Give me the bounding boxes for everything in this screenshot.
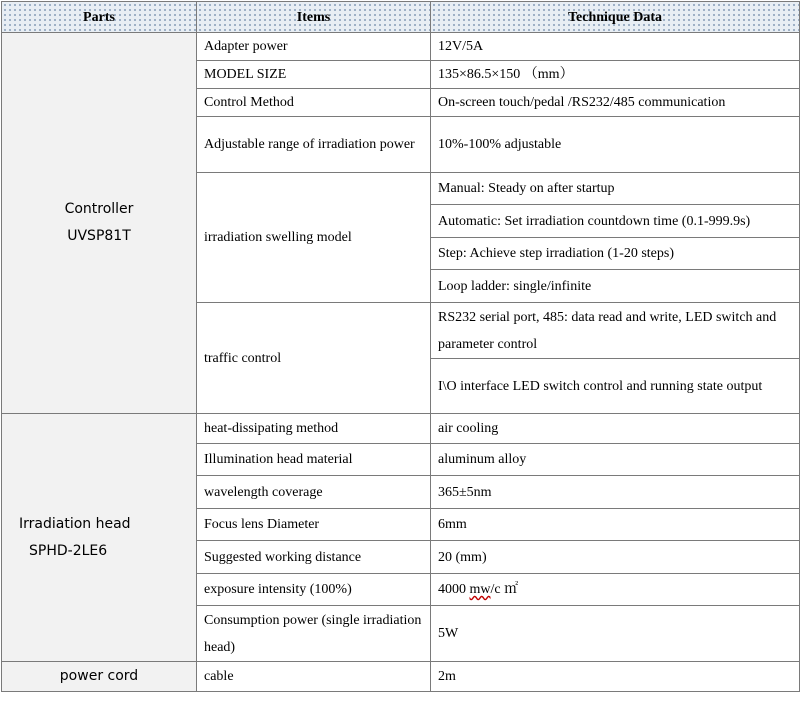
part-irradiation-head [2, 414, 197, 662]
item-cell: Adapter power [197, 33, 431, 61]
value-cell: 2m [431, 662, 800, 692]
value-cell: Step: Achieve step irradiation (1-20 steps) [431, 238, 800, 270]
value-cell: 10%-100% adjustable [431, 117, 800, 173]
value-cell: air cooling [431, 414, 800, 444]
item-cell: Illumination head material [197, 444, 431, 476]
item-cell: heat-dissipating method [197, 414, 431, 444]
item-cell: Consumption power (single irradiation head) [197, 606, 431, 662]
header-items: Items [197, 2, 431, 33]
header-parts: Parts [2, 2, 197, 33]
part-controller-model: UVSP81T [67, 228, 131, 244]
value-cell: 6mm [431, 509, 800, 541]
part-head-model: SPHD-2LE6 [29, 542, 108, 559]
value-cell: Manual: Steady on after startup [431, 173, 800, 205]
value-number: 4000 [438, 582, 470, 597]
part-head-name: Irradiation head [19, 515, 131, 532]
part-controller-name: Controller [64, 201, 134, 217]
spec-table [1, 1, 800, 692]
item-cell: wavelength coverage [197, 476, 431, 509]
item-cell: Adjustable range of irradiation power [197, 117, 431, 173]
table-row [2, 414, 800, 444]
value-cell [431, 574, 800, 606]
item-cell: exposure intensity (100%) [197, 574, 431, 606]
value-cell: RS232 serial port, 485: data read and write, LED switch and parameter control [431, 303, 800, 359]
item-cell: Focus lens Diameter [197, 509, 431, 541]
part-controller [2, 33, 197, 414]
item-cell: traffic control [197, 303, 431, 414]
header-row [2, 2, 800, 33]
item-cell: irradiation swelling model [197, 173, 431, 303]
table-row [2, 33, 800, 61]
item-cell: cable [197, 662, 431, 692]
value-cell: 365±5nm [431, 476, 800, 509]
value-cell: aluminum alloy [431, 444, 800, 476]
value-cell: 12V/5A [431, 33, 800, 61]
value-cell: On-screen touch/pedal /RS232/485 communication [431, 89, 800, 117]
item-cell: Suggested working distance [197, 541, 431, 574]
value-cell: Loop ladder: single/infinite [431, 270, 800, 303]
value-unit-tail: /c ㎡ [490, 582, 519, 597]
value-unit: mw [469, 582, 491, 597]
item-cell: Control Method [197, 89, 431, 117]
header-technique-data: Technique Data [431, 2, 800, 33]
value-cell: Automatic: Set irradiation countdown time (0.1-999.9s) [431, 205, 800, 238]
item-cell: MODEL SIZE [197, 61, 431, 89]
value-cell: 5W [431, 606, 800, 662]
value-cell: 20 (mm) [431, 541, 800, 574]
table-row [2, 662, 800, 692]
value-cell: I\O interface LED switch control and running state output [431, 359, 800, 414]
part-power-cord: power cord [2, 662, 197, 692]
value-cell: 135×86.5×150 （mm） [431, 61, 800, 89]
